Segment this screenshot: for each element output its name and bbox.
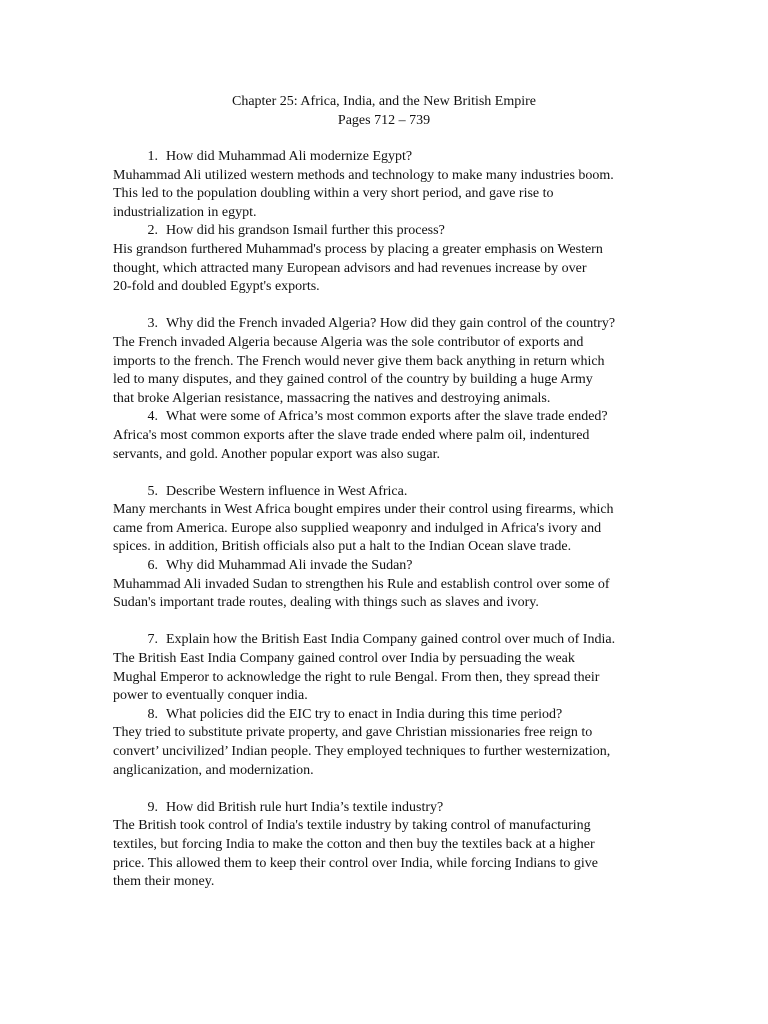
question-number: 4. bbox=[147, 409, 158, 425]
answer-6: Muhammad Ali invaded Sudan to strengthen his Rule and establish control over some of Sudan's important trade routes, dealing with things such as slaves and ivory. bbox=[113, 576, 610, 611]
question-1 bbox=[113, 148, 658, 167]
qa-item-8 bbox=[113, 706, 658, 780]
question-4 bbox=[113, 408, 658, 427]
qa-item-5 bbox=[113, 483, 658, 557]
qa-item-7 bbox=[113, 631, 658, 705]
answer-7: The British East India Company gained control over India by persuading the weak Mughal Emperor to acknowledge the right to rule Bengal. From then, they spread their power to eventually conquer india. bbox=[113, 651, 600, 704]
question-number: 2. bbox=[147, 223, 158, 239]
question-number: 5. bbox=[147, 483, 158, 499]
qa-item-3 bbox=[113, 315, 658, 408]
qa-item-6 bbox=[113, 557, 658, 613]
answer-5: Many merchants in West Africa bought empires under their control using firearms, which came from America. Europe also supplied weaponry and indulged in Africa's ivory and spices. in addition, British officials also put a halt to the Indian Ocean slave trade. bbox=[113, 502, 614, 555]
answer-1: Muhammad Ali utilized western methods and technology to make many industries boom. This led to the population doubling within a very short period, and gave rise to industrialization in egypt. bbox=[113, 167, 614, 220]
page-range: Pages 712 – 739 bbox=[337, 112, 431, 128]
question-answer-list bbox=[113, 148, 658, 892]
question-text: What policies did the EIC try to enact in India during this time period? bbox=[166, 706, 563, 722]
qa-item-9 bbox=[113, 799, 658, 892]
question-text: Why did the French invaded Algeria? How did they gain control of the country? bbox=[166, 316, 616, 332]
question-text: How did Muhammad Ali modernize Egypt? bbox=[166, 149, 413, 164]
question-3 bbox=[113, 315, 658, 334]
answer-9: The British took control of India's textile industry by taking control of manufacturing textiles, but forcing India to make the cotton and then buy the textiles back at a higher price. This allowed them to keep their control over India, while forcing Indians to give them their money. bbox=[113, 818, 598, 890]
question-6 bbox=[113, 557, 658, 576]
question-7 bbox=[113, 631, 658, 650]
answer-2: His grandson furthered Muhammad's process by placing a greater emphasis on Western thought, which attracted many European advisors and had revenues increase by over 20-fold and doubled Egypt's exports. bbox=[113, 241, 603, 295]
question-number: 6. bbox=[147, 558, 158, 574]
question-5 bbox=[113, 483, 658, 502]
question-text: What were some of Africa’s most common exports after the slave trade ended? bbox=[166, 409, 608, 425]
question-number: 9. bbox=[147, 799, 158, 815]
qa-item-4 bbox=[113, 408, 658, 464]
question-text: Explain how the British East India Company gained control over much of India. bbox=[166, 632, 616, 648]
question-number: 3. bbox=[147, 316, 158, 332]
question-text: Why did Muhammad Ali invade the Sudan? bbox=[166, 558, 413, 574]
question-9 bbox=[113, 799, 658, 818]
document-header bbox=[0, 93, 768, 130]
answer-8: They tried to substitute private property, and gave Christian missionaries free reign to convert’ uncivilized’ Indian people. They employed techniques to further westernization, anglicanization, and modernization. bbox=[113, 725, 611, 778]
question-number: 1. bbox=[147, 149, 158, 164]
question-text: Describe Western influence in West Africa. bbox=[166, 483, 408, 499]
question-8 bbox=[113, 706, 658, 725]
chapter-title: Chapter 25: Africa, India, and the New British Empire bbox=[231, 94, 537, 109]
qa-item-2 bbox=[113, 222, 658, 296]
question-2 bbox=[113, 222, 658, 241]
answer-4: Africa's most common exports after the slave trade ended where palm oil, indentured servants, and gold. Another popular export was also sugar. bbox=[113, 427, 590, 462]
question-text: How did British rule hurt India’s textile industry? bbox=[166, 799, 444, 815]
qa-item-1 bbox=[113, 148, 658, 222]
question-number: 8. bbox=[147, 706, 158, 722]
answer-3: The French invaded Algeria because Algeria was the sole contributor of exports and imports to the french. The French would never give them back anything in return which led to many disputes, and they gained control of the country by building a huge Army that broke Algerian resistance, massacring the natives and destroying animals. bbox=[113, 334, 605, 406]
question-number: 7. bbox=[147, 632, 158, 648]
question-text: How did his grandson Ismail further this process? bbox=[166, 223, 445, 239]
